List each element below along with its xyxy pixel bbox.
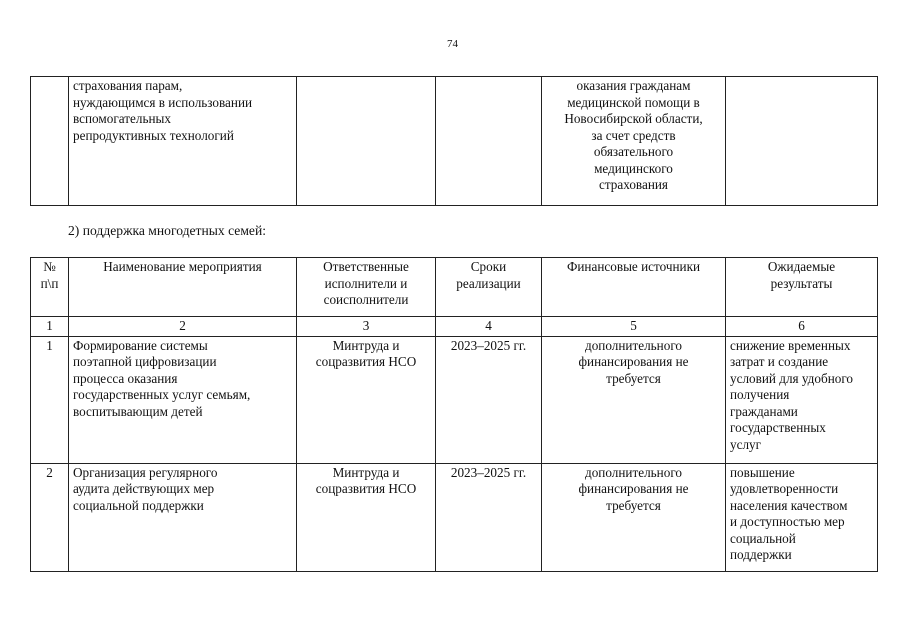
text-line: результаты (770, 275, 833, 291)
cell-name (69, 463, 297, 571)
header-num (31, 258, 69, 317)
text-line: Ожидаемые (767, 259, 836, 274)
header-terms (436, 258, 542, 317)
cell-results (726, 77, 878, 206)
text-line: государственных услуг семьям, (73, 387, 251, 402)
text-line: обязательного (593, 144, 674, 159)
text-line: страхования парам, (73, 78, 183, 93)
text-line: дополнительного (584, 337, 682, 353)
text-line: Сроки (470, 259, 507, 274)
column-number: 6 (726, 317, 878, 337)
text-line: услуг (730, 436, 762, 452)
page-number: 74 (447, 38, 458, 50)
cell-responsible (297, 463, 436, 571)
header-sources (542, 258, 726, 317)
cell-sources (542, 336, 726, 463)
text-line: и доступностью мер (730, 514, 845, 529)
cell-name (69, 336, 297, 463)
cell-sources (542, 77, 726, 206)
text-line: соцразвития НСО (315, 481, 417, 496)
text-line: воспитывающим детей (73, 403, 203, 419)
text-line: поддержки (730, 547, 792, 562)
continued-table (30, 76, 878, 206)
text-line: государственных (730, 420, 826, 435)
cell-terms (436, 77, 542, 206)
header-results (726, 258, 878, 317)
text-line: требуется (606, 497, 661, 513)
text-line: финансирования не (578, 354, 689, 369)
text-line: соисполнители (323, 292, 409, 307)
text-line: Формирование системы (73, 337, 208, 353)
text-line: вспомогательных (73, 111, 171, 126)
cell-responsible (297, 336, 436, 463)
table-row (31, 463, 878, 571)
cell-terms: 2023–2025 гг. (436, 463, 542, 571)
cell-results (726, 463, 878, 571)
text-line: соцразвития НСО (315, 354, 417, 369)
text-line: Ответственные (323, 259, 409, 274)
continued-row (31, 77, 878, 206)
text-line: получения (730, 387, 790, 402)
text-line: Минтруда и (332, 337, 400, 353)
text-line: оказания гражданам (576, 78, 691, 93)
column-number: 5 (542, 317, 726, 337)
column-number: 1 (31, 317, 69, 337)
text-line: населения качеством (730, 497, 848, 513)
header-name (69, 258, 297, 317)
cell-terms: 2023–2025 гг. (436, 336, 542, 463)
text-line: Новосибирской области, (564, 111, 703, 126)
section-caption: 2) поддержка многодетных семей: (68, 223, 267, 238)
cell-name (69, 77, 297, 206)
column-number: 3 (297, 317, 436, 337)
text-line: медицинской помощи в (567, 94, 700, 110)
table-row (31, 336, 878, 463)
text-line: дополнительного (584, 464, 682, 480)
text-line: социальной (730, 530, 796, 546)
text-line: репродуктивных технологий (73, 127, 234, 143)
cell-responsible (297, 77, 436, 206)
cell-num: 1 (31, 336, 69, 463)
column-number: 2 (69, 317, 297, 337)
text-line: снижение временных (730, 337, 851, 353)
text-line: социальной поддержки (73, 497, 204, 513)
text-line: повышение (730, 464, 795, 480)
text-line: условий для удобного (730, 370, 854, 386)
text-line: затрат и создание (730, 354, 829, 369)
text-line: гражданами (730, 403, 798, 419)
text-line: медицинского (594, 160, 673, 176)
cell-results (726, 336, 878, 463)
cell-sources (542, 463, 726, 571)
text-line: процесса оказания (73, 370, 178, 386)
text-line: п\п (40, 275, 59, 291)
text-line: нуждающимся в использовании (73, 94, 253, 110)
column-numbers-row (31, 317, 878, 337)
text-line: страхования (599, 177, 668, 192)
header-responsible (297, 258, 436, 317)
text-line: № (43, 259, 56, 274)
measures-table (30, 257, 878, 572)
column-number: 4 (436, 317, 542, 337)
text-line: финансирования не (578, 481, 689, 496)
text-line: Организация регулярного (73, 464, 218, 480)
table-header-row (31, 258, 878, 317)
text-line: удовлетворенности (730, 481, 839, 496)
text-line: за счет средств (591, 127, 676, 143)
text-line: требуется (606, 370, 661, 386)
text-line: Минтруда и (332, 464, 400, 480)
text-line: поэтапной цифровизации (73, 354, 217, 369)
cell-num (31, 77, 69, 206)
text-line: реализации (456, 275, 521, 291)
cell-num: 2 (31, 463, 69, 571)
text-line: Финансовые источники (566, 259, 701, 274)
text-line: исполнители и (324, 275, 408, 291)
text-line: аудита действующих мер (73, 481, 215, 496)
text-line: Наименование мероприятия (103, 259, 262, 274)
